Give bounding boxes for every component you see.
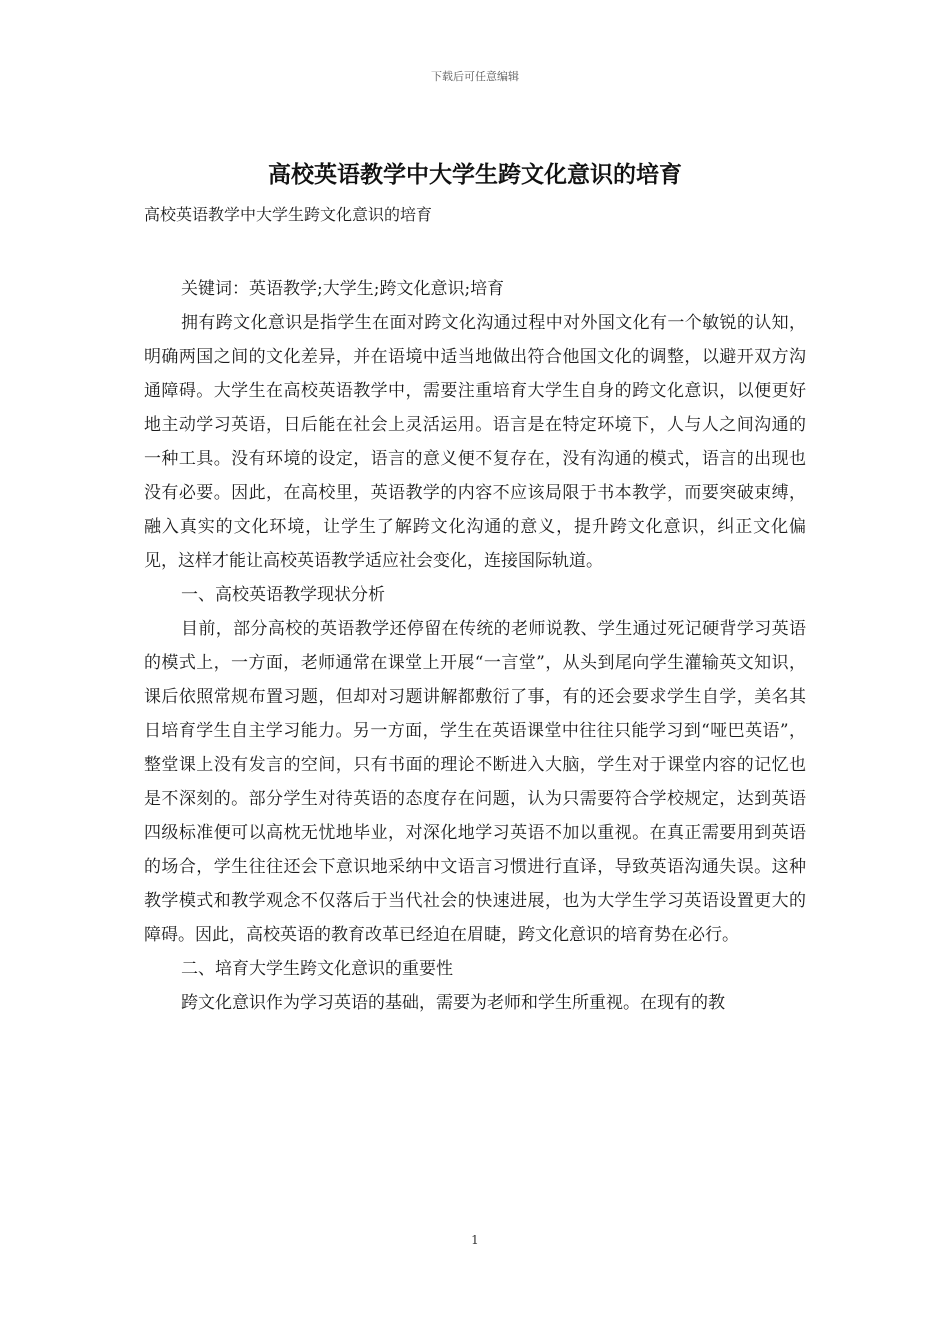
- document-title: 高校英语教学中大学生跨文化意识的培育: [268, 161, 682, 188]
- document-body: [144, 272, 806, 1020]
- intro-paragraph: 拥有跨文化意识是指学生在面对跨文化沟通过程中对外国文化有一个敏锐的认知，明确两国之间的文化差异，并在语境中适当地做出符合他国文化的调整，以避开双方沟通障碍。大学生在高校英语教学中，需要注重培育大学生自身的跨文化意识，以便更好地主动学习英语，日后能在社会上灵活运用。语言是在特定环境下，人与人之间沟通的一种工具。没有环境的设定，语言的意义便不复存在，没有沟通的模式，语言的出现也没有必要。因此，在高校里，英语教学的内容不应该局限于书本教学，而要突破束缚，融入真实的文化环境，让学生了解跨文化沟通的意义，提升跨文化意识，纠正文化偏见，这样才能让高校英语教学适应社会变化，连接国际轨道。: [144, 313, 806, 571]
- header-note: 下载后可任意编辑: [431, 70, 519, 83]
- page-number: 1: [471, 1233, 479, 1247]
- section-heading-1: 一、高校英语教学现状分析: [181, 585, 385, 605]
- section-2-paragraph: 跨文化意识作为学习英语的基础，需要为老师和学生所重视。在现有的教: [181, 993, 725, 1013]
- document-subtitle: 高校英语教学中大学生跨文化意识的培育: [144, 205, 433, 224]
- section-1-paragraph: 目前，部分高校的英语教学还停留在传统的老师说教、学生通过死记硬背学习英语的模式上，一方面，老师通常在课堂上开展“一言堂”，从头到尾向学生灌输英文知识，课后依照常规布置习题，但却对习题讲解都敷衍了事，有的还会要求学生自学，美名其日培育学生自主学习能力。另一方面，学生在英语课堂中往往只能学习到“哑巴英语”，整堂课上没有发言的空间，只有书面的理论不断进入大脑，学生对于课堂内容的记忆也是不深刻的。部分学生对待英语的态度存在问题，认为只需要符合学校规定，达到英语四级标准便可以高枕无忧地毕业，对深化地学习英语不加以重视。在真正需要用到英语的场合，学生往往还会下意识地采纳中文语言习惯进行直译，导致英语沟通失误。这种教学模式和教学观念不仅落后于当代社会的快速进展，也为大学生学习英语设置更大的障碍。因此，高校英语的教育改革已经迫在眉睫，跨文化意识的培育势在必行。: [144, 619, 806, 945]
- keywords-paragraph: 关键词：英语教学;大学生;跨文化意识;培育: [181, 279, 505, 299]
- section-heading-2: 二、培育大学生跨文化意识的重要性: [181, 959, 453, 979]
